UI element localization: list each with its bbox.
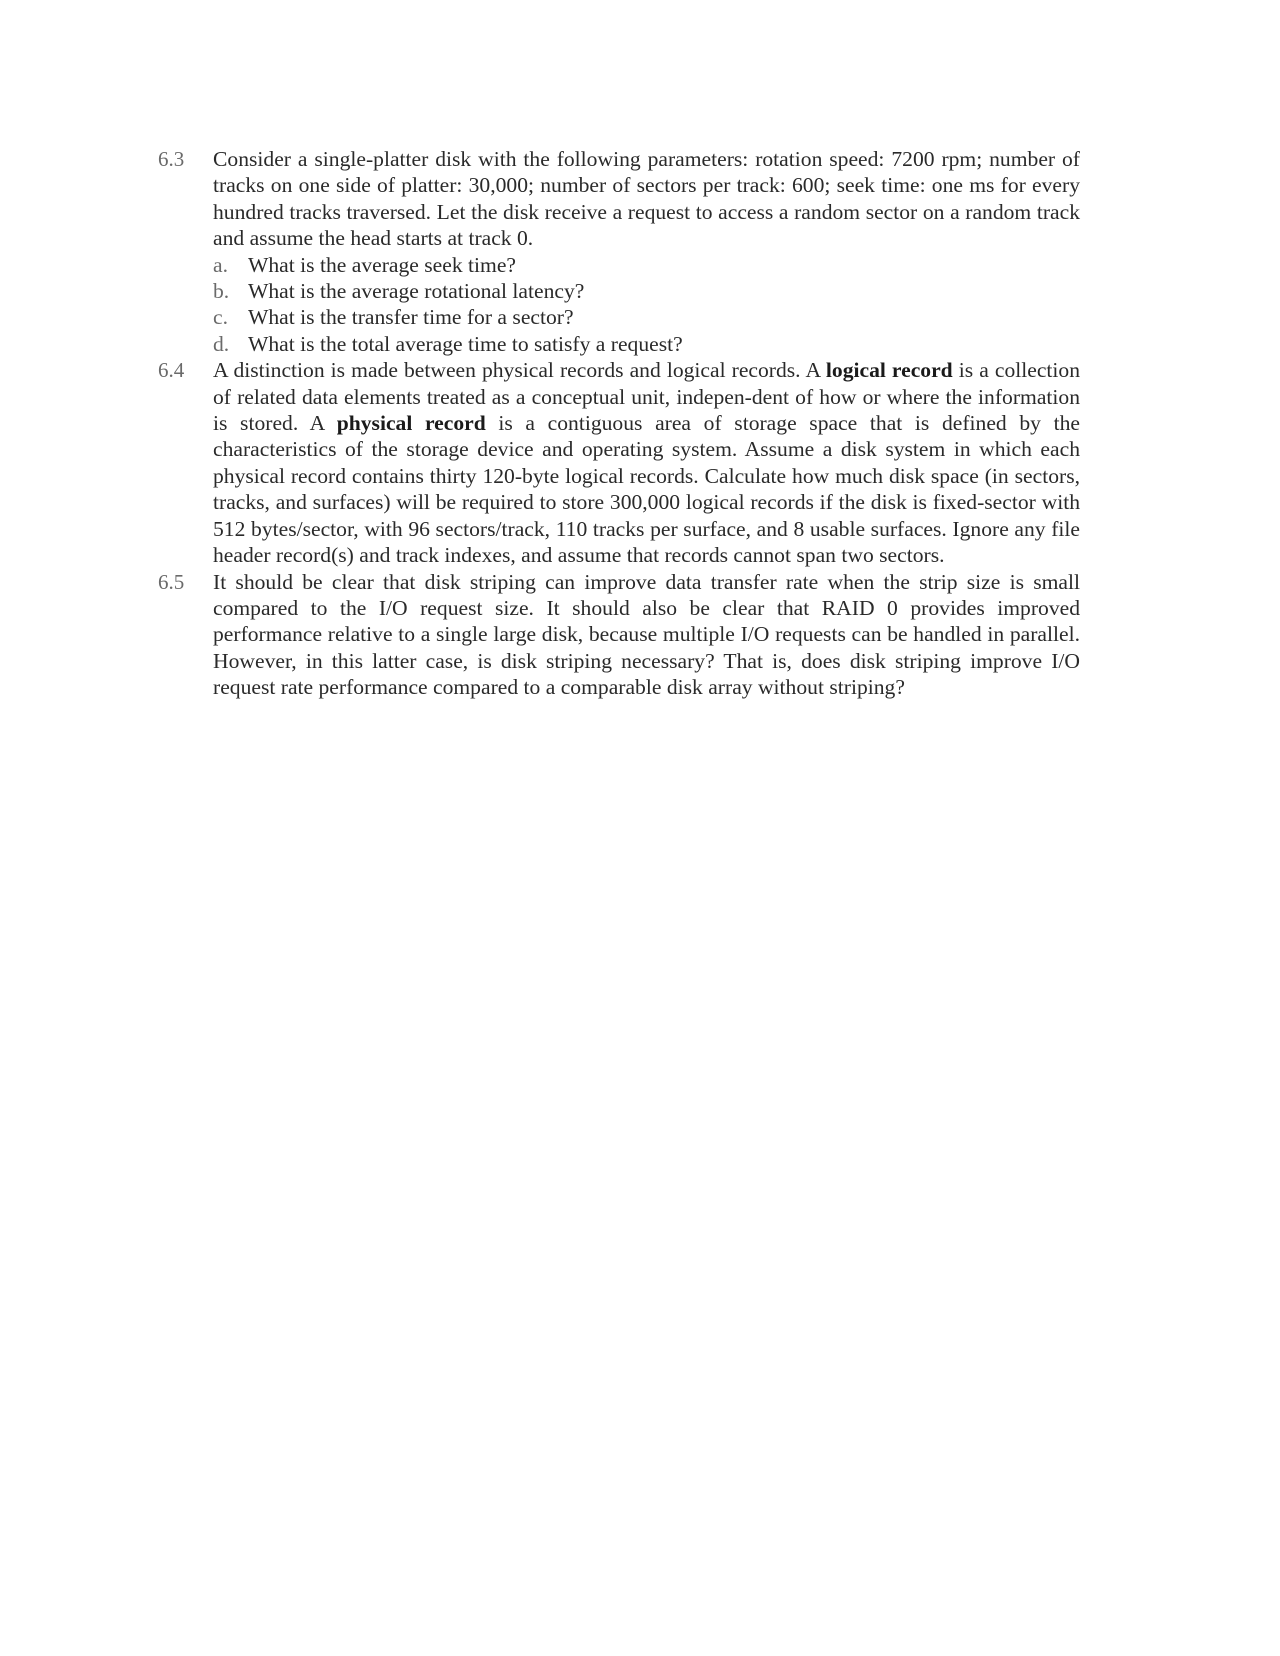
subquestion-text: What is the total average time to satisfy a request? — [248, 331, 683, 356]
problem-6-3 — [158, 146, 1080, 357]
subquestion-label: c. — [213, 305, 228, 330]
problem-text: is a collection of related data elements treated as a conceptual unit, indepen-dent of how or where the information is stored. A — [213, 358, 1080, 436]
subquestion-d — [213, 331, 1080, 357]
problem-number: 6.4 — [158, 358, 185, 383]
subquestion-text: What is the average rotational latency? — [248, 279, 585, 304]
subquestion-text: What is the average seek time? — [248, 252, 516, 277]
problem-6-5 — [158, 569, 1080, 701]
problem-text: is a contiguous area of storage space that is defined by the characteristics of the storage device and operating system. Assume a disk system in which each physical record contains thirty 120-byte logical records. Calculate how much disk space (in sectors, tracks, and surfaces) will be required to store 300,000 logical records if the disk is fixed-sector with 512 bytes/sector, with 96 sectors/track, 110 tracks per surface, and 8 usable surfaces. Ignore any file header record(s) and track indexes, and assume that records cannot span two sectors. — [213, 411, 1080, 568]
problem-body — [213, 146, 1080, 357]
subquestion-b — [213, 278, 1080, 304]
subquestion-label: a. — [213, 252, 228, 277]
problem-6-4 — [158, 357, 1080, 568]
problem-text: A distinction is made between physical records and logical records. A — [213, 358, 826, 383]
subquestion-a — [213, 252, 1080, 278]
problem-text: It should be clear that disk striping can improve data transfer rate when the strip size is small compared to the I/O request size. It should also be clear that RAID 0 provides improved performance relative to a single large disk, because multiple I/O requests can be handled in parallel. However, in this latter case, is disk striping necessary? That is, does disk striping improve I/O request rate performance compared to a comparable disk array without striping? — [213, 569, 1080, 700]
subquestion-c — [213, 304, 1080, 330]
subquestion-text: What is the transfer time for a sector? — [248, 305, 574, 330]
problem-body — [213, 357, 1080, 568]
problem-list — [158, 146, 1080, 701]
problem-text: Consider a single-platter disk with the following parameters: rotation speed: 7200 rpm; number of tracks on one side of platter: 30,000; number of sectors per track: 600; seek time: one ms for every hundred tracks traversed. Let the disk receive a request to access a random sector on a random track and assume the head starts at track 0. — [213, 147, 1080, 251]
subquestion-label: d. — [213, 331, 230, 356]
subquestion-label: b. — [213, 279, 230, 304]
problem-number: 6.5 — [158, 569, 185, 594]
term-logical-record: logical record — [825, 358, 953, 383]
problem-body — [213, 569, 1080, 701]
problem-number: 6.3 — [158, 147, 185, 171]
term-physical-record: physical record — [336, 411, 486, 436]
